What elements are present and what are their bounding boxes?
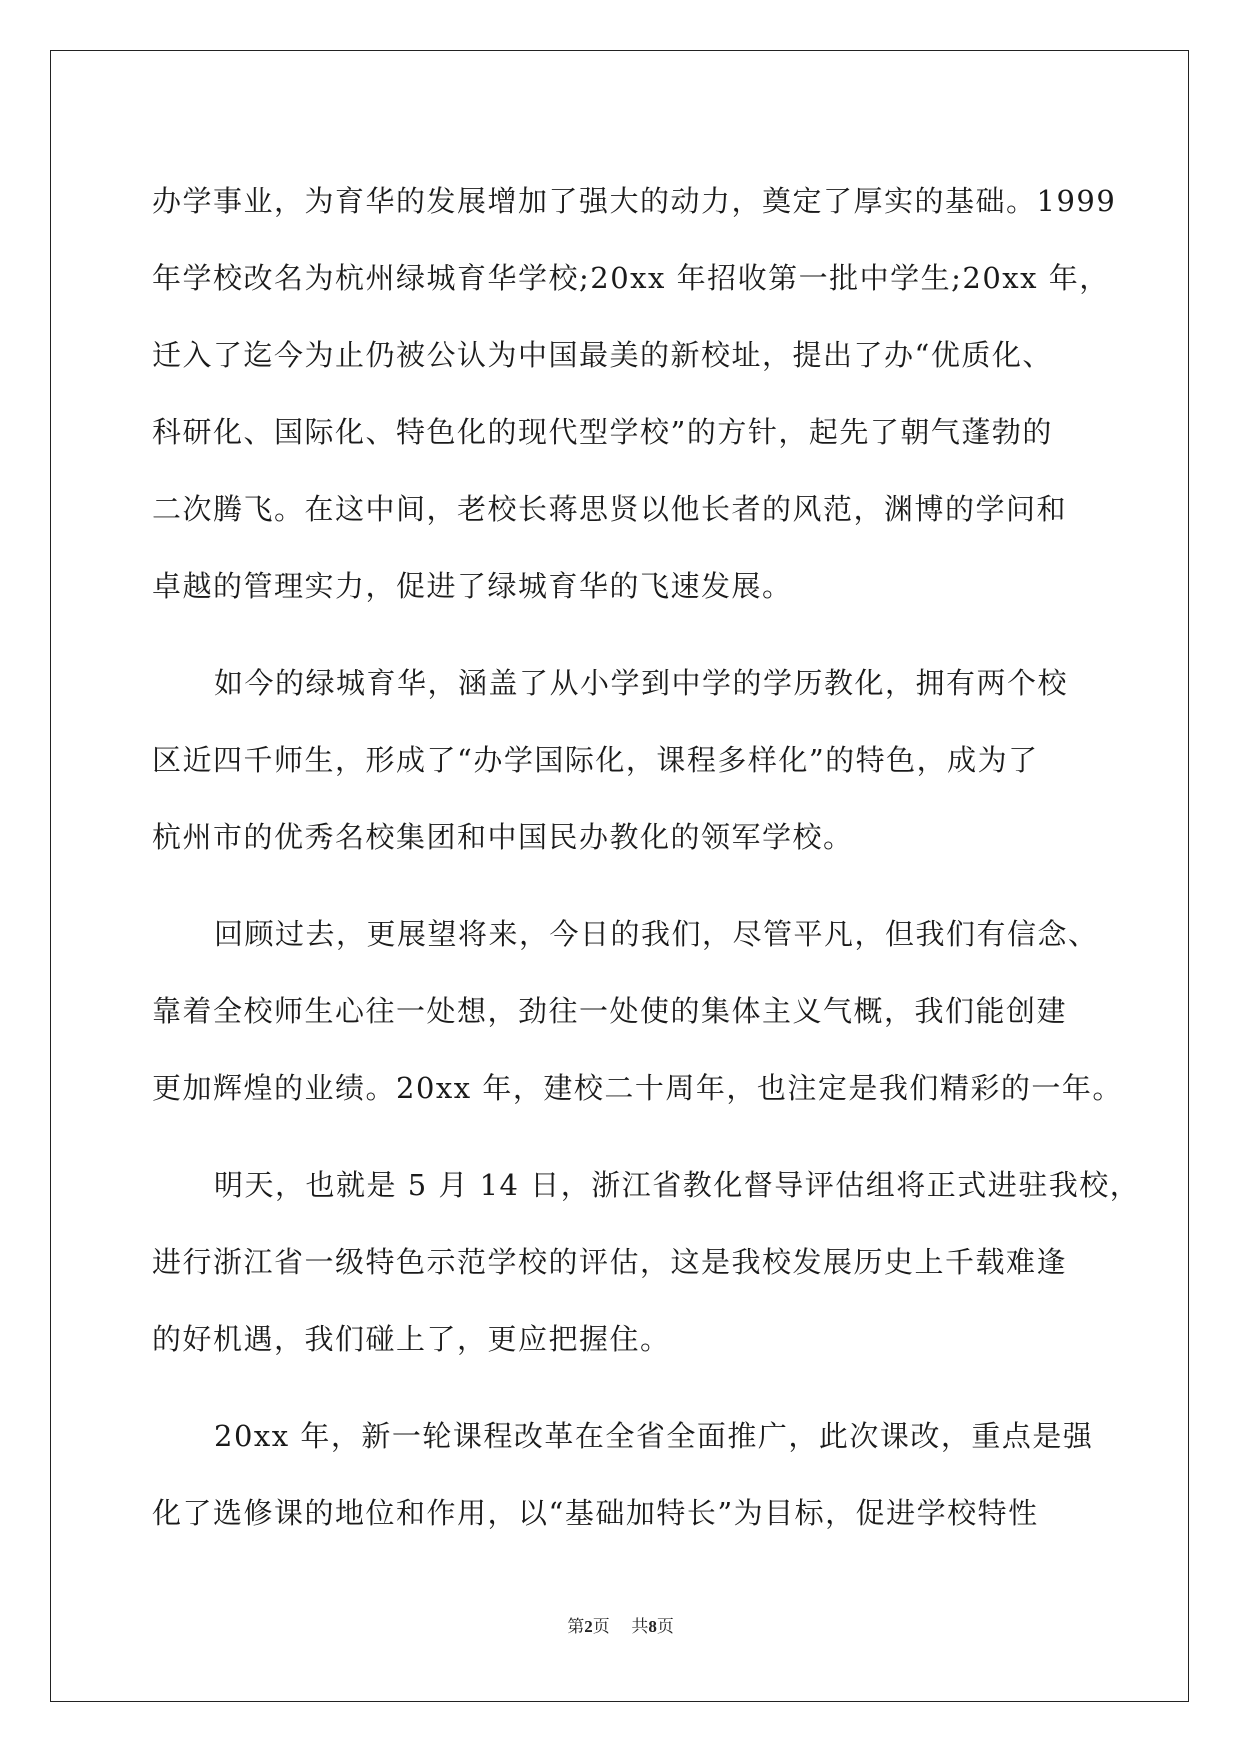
text-line: 科研化、国际化、特色化的现代型学校”的方针，起先了朝气蓬勃的 xyxy=(152,415,1053,449)
text-line: 迁入了迄今为止仍被公认为中国最美的新校址，提出了办“优质化、 xyxy=(152,338,1053,372)
paragraph-2 xyxy=(152,645,1092,876)
text-line: 明天，也就是 5 月 14 日，浙江省教化督导评估组将正式进驻我校， xyxy=(214,1168,1141,1202)
current-page: 2 xyxy=(584,1617,593,1636)
page-suffix: 页 xyxy=(592,1617,610,1637)
text-line: 的好机遇，我们碰上了，更应把握住。 xyxy=(152,1322,671,1356)
text-line: 卓越的管理实力，促进了绿城育华的飞速发展。 xyxy=(152,569,793,603)
text-line: 20xx 年，新一轮课程改革在全省全面推广，此次课改，重点是强 xyxy=(214,1419,1094,1453)
text-line: 区近四千师生，形成了“办学国际化，课程多样化”的特色，成为了 xyxy=(152,743,1039,777)
document-body xyxy=(152,163,1141,1572)
text-line: 更加辉煌的业绩。20xx 年，建校二十周年，也注定是我们精彩的一年。 xyxy=(152,1071,1123,1105)
text-line: 回顾过去，更展望将来，今日的我们，尽管平凡，但我们有信念、 xyxy=(214,917,1099,951)
text-line: 二次腾飞。在这中间，老校长蒋思贤以他长者的风范，渊博的学问和 xyxy=(152,492,1068,526)
page-number xyxy=(567,1617,610,1637)
paragraph-4 xyxy=(152,1147,1141,1378)
text-line: 如今的绿城育华，涵盖了从小学到中学的学历教化，拥有两个校 xyxy=(214,666,1069,700)
page-prefix: 第 xyxy=(567,1617,585,1637)
text-line: 年学校改名为杭州绿城育华学校;20xx 年招收第一批中学生;20xx 年， xyxy=(152,261,1110,295)
text-line: 靠着全校师生心往一处想，劲往一处使的集体主义气概，我们能创建 xyxy=(152,994,1068,1028)
text-line: 化了选修课的地位和作用，以“基础加特长”为目标，促进学校特性 xyxy=(152,1496,1039,1530)
page-footer xyxy=(0,1612,1241,1637)
paragraph-5 xyxy=(152,1398,1092,1552)
page-total xyxy=(631,1617,674,1637)
paragraph-1 xyxy=(152,163,1117,625)
total-suffix: 页 xyxy=(656,1617,674,1637)
total-pages: 8 xyxy=(648,1617,657,1636)
text-line: 杭州市的优秀名校集团和中国民办教化的领军学校。 xyxy=(152,820,854,854)
total-prefix: 共 xyxy=(631,1617,649,1637)
text-line: 进行浙江省一级特色示范学校的评估，这是我校发展历史上千载难逢 xyxy=(152,1245,1068,1279)
text-line: 办学事业，为育华的发展增加了强大的动力，奠定了厚实的基础。1999 xyxy=(152,184,1117,218)
paragraph-3 xyxy=(152,896,1123,1127)
